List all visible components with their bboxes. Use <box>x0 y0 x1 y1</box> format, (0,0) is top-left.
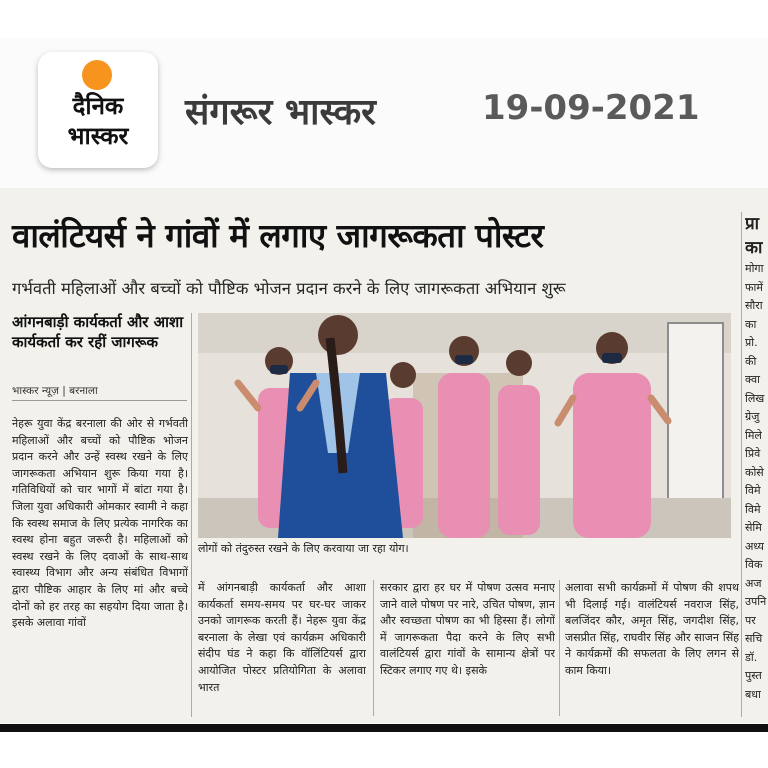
adjacent-text-line: बधा <box>745 687 761 701</box>
adjacent-text-line: प्रिवे <box>745 447 761 460</box>
side-headline: आंगनबाड़ी कार्यकर्ता और आशा कार्यकर्ता कर रहीं जागरूक <box>12 313 184 351</box>
sub-headline: गर्भवती महिलाओं और बच्चों को पौष्टिक भोजन प्रदान करने के लिए जागरूकता अभियान शुरू <box>12 279 566 298</box>
adjacent-text-line: मिले <box>745 428 762 442</box>
article-column-2: सरकार द्वारा हर घर में पोषण उत्सव मनाए जाने वाले पोषण पर नारे, उचित पोषण, ज्ञान और स्वच्छता पोषण का भी हिस्सा हैं। लोगों में जागरूकता पैदा करने के लिए सभी वालंटियर्स द्वारा गांवों के सामान्य क्षेत्रों पर स्टिकर लगाए गए थे। इसके <box>380 581 555 677</box>
column-divider <box>741 212 742 717</box>
bottom-rule <box>0 724 768 732</box>
photo-caption: लोगों को तंदुरुस्त रखने के लिए करवाया जा रहा योग। <box>198 542 409 555</box>
adjacent-text-line: लिख <box>745 391 765 405</box>
bottom-margin <box>0 732 768 768</box>
adjacent-text-line: कोसे <box>745 465 764 479</box>
article-column-3: अलावा सभी कार्यक्रमों में पोषण की शपथ भी दिलाई गई। वालंटियर्स नवराज सिंह, बलजिंदर कौर, अमृत सिंह, जगदीश सिंह, जसप्रीत सिंह, राघवीर सिंह और साजन सिंह ने कार्यक्रमों की सफलता के लिए लगन से काम किया। <box>565 581 739 677</box>
sun-icon <box>82 60 112 90</box>
article-column-1: में आंगनबाड़ी कार्यकर्ता और आशा कार्यकर्ता समय-समय पर घर-घर जाकर उनको जागरूक करती हैं। नेहरू युवा केंद्र बरनाला के लेखा एवं कार्यक्रम अधिकारी संदीप घंड ने कहा कि वॉलिंटियर्स द्वारा आयोजित पोस्टर प्रतियोगिता के अलावा भारत <box>198 581 366 694</box>
adjacent-text-line: अज <box>745 576 762 590</box>
logo-line1: दैनिक <box>72 92 124 120</box>
yoga-session-photo <box>198 313 731 538</box>
edition-name: संगरूर भास्कर <box>185 92 376 133</box>
adjacent-text-lines <box>745 260 768 704</box>
news-photo <box>198 313 731 538</box>
adjacent-text-line: ग्रेजु <box>745 410 760 423</box>
adjacent-text-line: प्रो. <box>745 336 758 349</box>
dainik-bhaskar-logo <box>38 52 158 168</box>
column-divider <box>373 580 374 716</box>
adjacent-text-line: डॉ. <box>745 650 758 664</box>
adjacent-text-line: अध्य <box>745 539 764 553</box>
adjacent-text-line: सौरा <box>745 299 763 312</box>
adjacent-text-line: विमे <box>745 484 761 497</box>
edition-date: 19-09-2021 <box>482 88 700 128</box>
adjacent-headline-1: प्रा <box>745 214 760 234</box>
adjacent-text-line: विक <box>745 558 763 571</box>
column-divider <box>191 313 192 717</box>
column-divider <box>559 580 560 716</box>
adjacent-text-line: पर <box>745 613 756 627</box>
adjacent-headline-2: का <box>745 238 763 258</box>
adjacent-text-line: सेमि <box>745 521 762 534</box>
adjacent-text-line: पुस्त <box>745 669 762 682</box>
adjacent-text-line: मोगा <box>745 262 764 275</box>
adjacent-article-strip <box>745 212 768 722</box>
headline: वालंटियर्स ने गांवों में लगाए जागरूकता पोस्टर <box>12 216 544 255</box>
adjacent-text-line: क्वा <box>745 373 760 386</box>
adjacent-text-line: का <box>745 317 757 331</box>
lead-column: नेहरू युवा केंद्र बरनाला की ओर से गर्भवती महिलाओं और बच्चों को पौष्टिक भोजन प्रदान करने और उन्हें स्वस्थ रखने के लिए जागरूकता अभियान शुरू किया गया है। गतिविधियों को चार भागों में बांटा गया है। जिला युवा अधिकारी ओमकार स्वामी ने कहा कि स्वस्थ समाज के लिए प्रत्येक नागरिक का स्वस्थ होना बहुत जरूरी है। महिलाओं को स्वस्थ रखने के लिए दवाओं के साथ-साथ स्वास्थ्य विभाग और अन्य संबंधित विभागों द्वारा पौष्टिक आहार के लिए मां और बच्चे दोनों को हर तरह का सहयोग दिया जाता है। इसके अलावा गांवों <box>12 417 188 630</box>
adjacent-text-line: विमे <box>745 502 761 516</box>
adjacent-text-line: फामें <box>745 280 763 294</box>
adjacent-text-line: की <box>745 354 757 368</box>
adjacent-text-line: उपनि <box>745 595 767 608</box>
logo-line2: भास्कर <box>67 122 129 150</box>
adjacent-text-line: सचि <box>745 632 763 645</box>
top-margin <box>0 0 768 38</box>
byline: भास्कर न्यूज़ | बरनाला <box>12 384 187 401</box>
